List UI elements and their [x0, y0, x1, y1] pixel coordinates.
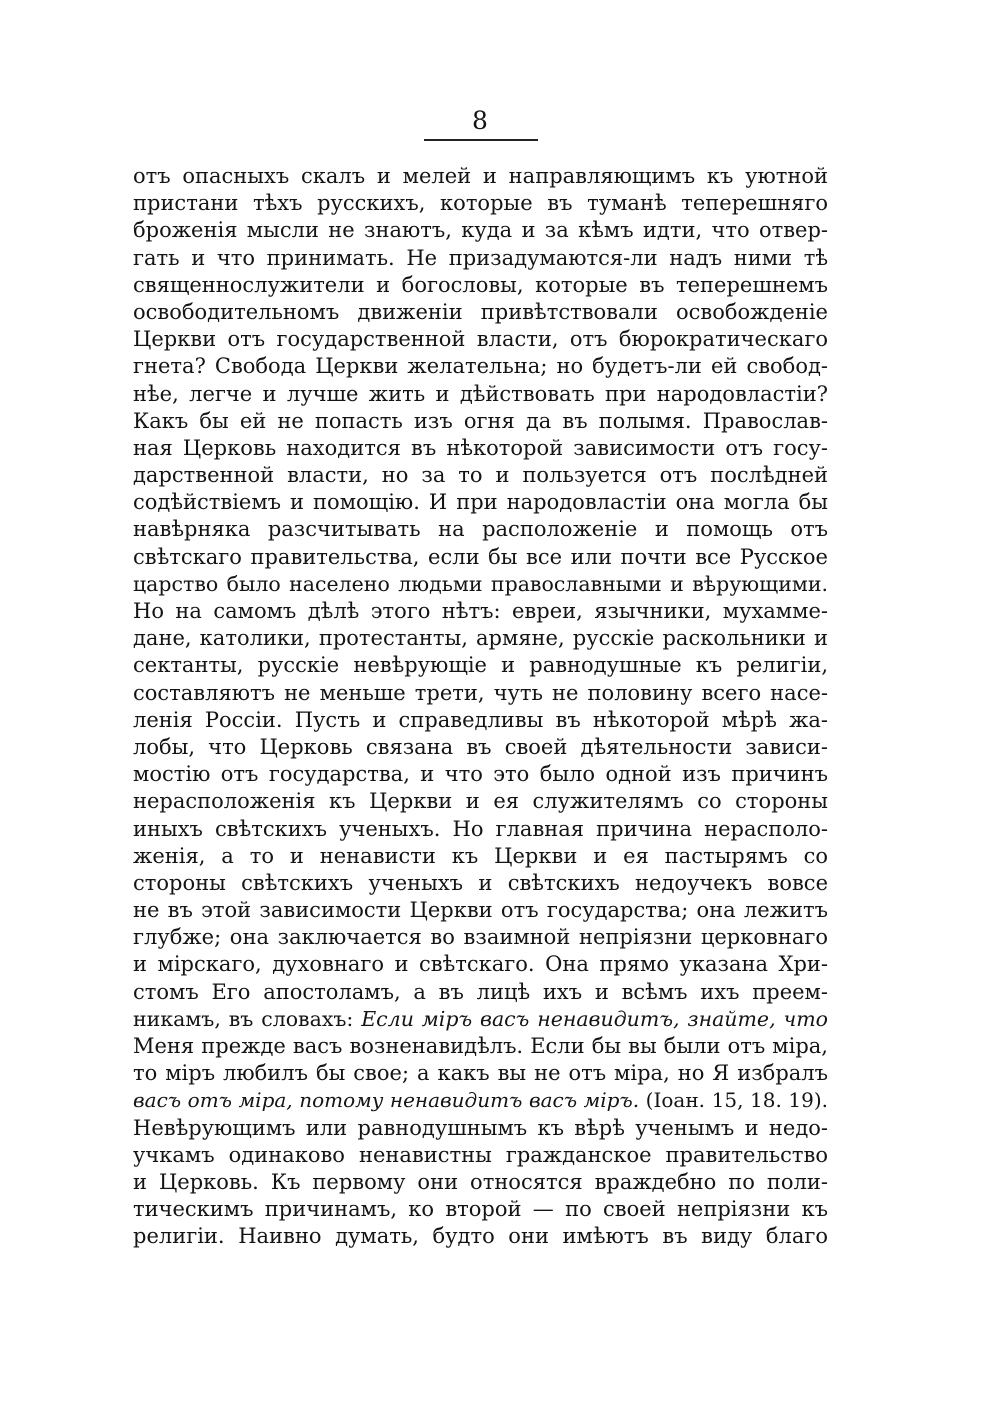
text-line: броженія мысли не знаютъ, куда и за кѣмъ идти, что отвер-	[133, 218, 828, 243]
text-line: учкамъ одинаково ненавистны гражданское правительство	[133, 1142, 828, 1167]
body-text	[133, 163, 828, 1251]
text-line: религіи. Наивно думать, будто они имѣютъ въ виду благо	[133, 1224, 828, 1249]
text-line: сектанты, русскіе невѣрующіе и равнодушные къ религіи,	[133, 653, 828, 678]
text-line: глубже; она заключается во взаимной непріязни церковнаго	[133, 925, 828, 950]
text-line: дане, католики, протестанты, армяне, русскіе раскольники и	[133, 626, 828, 651]
page-number: 8	[472, 106, 488, 135]
text-line: отъ опасныхъ скалъ и мелей и направляющимъ къ уютной	[133, 164, 828, 188]
text-line: дарственной власти, но за то и пользуется отъ послѣдней	[133, 463, 828, 488]
text-line: нѣе, легче и лучше жить и дѣйствовать при народовластіи?	[133, 381, 828, 406]
text-line: нерасположенія къ Церкви и ея служителямъ со стороны	[133, 789, 828, 814]
text-line: Но на самомъ дѣлѣ этого нѣтъ: евреи, язычники, мухамме-	[133, 599, 828, 623]
page-number-rule	[424, 139, 538, 141]
text-line: стороны свѣтскихъ ученыхъ и свѣтскихъ недоучекъ вовсе	[133, 870, 828, 895]
text-line: Церкви отъ государственной власти, отъ бюрократическаго	[133, 327, 828, 352]
scripture-quote: васъ отъ міра, потому ненавидитъ васъ міръ.	[133, 1088, 640, 1113]
text-line: свѣтскаго правительства, если бы все или почти все Русское	[133, 544, 828, 569]
scripture-reference: (Іоан. 15, 18. 19).	[639, 1088, 828, 1113]
text-line: и мірскаго, духовнаго и свѣтскаго. Она прямо указана Хри-	[133, 952, 828, 977]
text-line: не въ этой зависимости Церкви отъ государства; она лежитъ	[133, 898, 828, 923]
text-line: и Церковь. Къ первому они относятся враждебно по поли-	[133, 1169, 828, 1194]
text-line: царство было населено людьми православными и вѣрующими.	[133, 571, 828, 596]
text-line: лобы, что Церковь связана въ своей дѣятельности зависи-	[133, 734, 828, 759]
text-line: освободительномъ движеніи привѣтствовали освобожденіе	[133, 299, 828, 324]
text-line: стомъ Его апостоламъ, а въ лицѣ ихъ и всѣмъ ихъ преем-	[133, 979, 828, 1004]
text-line: тическимъ причинамъ, ко второй — по своей непріязни къ	[133, 1197, 828, 1222]
scripture-quote: Если міръ васъ ненавидитъ, знайте, что	[361, 1006, 828, 1031]
text-line: пристани тѣхъ русскихъ, которые въ туманѣ теперешняго	[133, 191, 828, 216]
text-line-with-quote	[133, 1087, 828, 1114]
text-line: женія, а то и ненависти къ Церкви и ея пастырямъ со	[133, 843, 828, 868]
text-line: составляютъ не меньше трети, чуть не половину всего насе-	[133, 680, 828, 705]
text-line: ная Церковь находится въ нѣкоторой зависимости отъ госу-	[133, 435, 828, 460]
text-line: иныхъ свѣтскихъ ученыхъ. Но главная причина нерасполо-	[133, 816, 828, 841]
text-line: священнослужители и богословы, которые въ теперешнемъ	[133, 272, 828, 297]
text-line: ленія Россіи. Пусть и справедливы въ нѣкоторой мѣрѣ жа-	[133, 707, 828, 732]
text-line: Невѣрующимъ или равнодушнымъ къ вѣрѣ ученымъ и недо-	[133, 1115, 828, 1140]
text-line: Какъ бы ей не попасть изъ огня да въ полымя. Православ-	[133, 408, 828, 433]
quote-lead-text: никамъ, въ словахъ:	[133, 1006, 362, 1031]
text-line-with-quote	[133, 1006, 828, 1033]
text-line: гнета? Свобода Церкви желательна; но будетъ-ли ей свобод-	[133, 354, 828, 379]
text-line: мостію отъ государства, и что это было одной изъ причинъ	[133, 762, 828, 787]
scripture-quote-line: Меня прежде васъ возненавидѣлъ. Если бы вы были отъ міра,	[133, 1034, 828, 1058]
text-line: содѣйствіемъ и помощію. И при народовластіи она могла бы	[133, 490, 828, 515]
text-line: гать и что принимать. Не призадумаются-ли надъ ними тѣ	[133, 245, 828, 270]
scripture-quote-line: то міръ любилъ бы свое; а какъ вы не отъ міра, но Я избралъ	[133, 1061, 828, 1086]
text-line: навѣрняка разсчитывать на расположеніе и помощь отъ	[133, 517, 828, 542]
